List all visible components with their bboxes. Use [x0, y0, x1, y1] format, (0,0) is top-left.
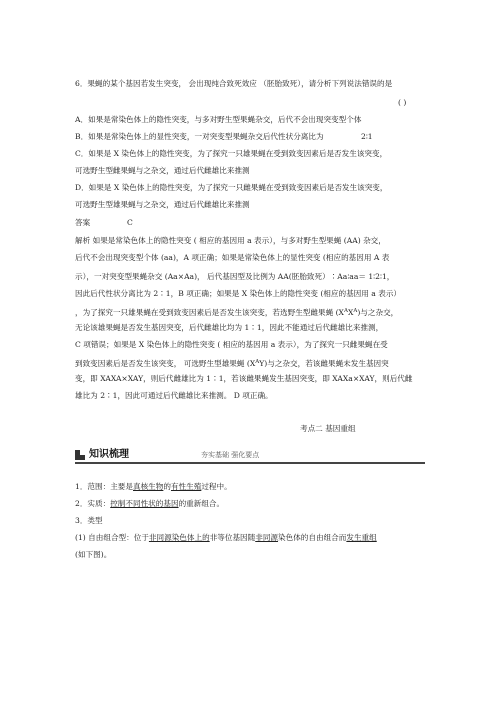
x-chromosome: X	[347, 308, 354, 317]
analysis-line-5-text: ，为了探究一只雄果蝇在受到致变因素后是否发生该突变，若选野生型雌果蝇 (X	[75, 308, 344, 317]
analysis-line-7: C 项错误；如果是 X 染色体上的隐性突变 ( 相应的基因用 a 表示），为了探究一只雌果蝇在受	[75, 340, 388, 349]
point-4-term-1: 非同源染色体上的	[148, 533, 210, 542]
analysis-line-6: 无论该雄果蝇是否发生基因突变，后代雌雄比均为 1∶1，因此不能通过后代雌雄比来推测，	[75, 323, 384, 332]
analysis-line-3: 示），一对突变型果蝇杂交 (Aa×Aa)， 后代基因型及比例为 AA(胚胎致死）∶Aa∶aa＝ 1∶2∶1，	[75, 272, 395, 281]
point-1-suffix: 过程中。	[201, 482, 232, 491]
option-c-line2: 可选野生型雌果蝇与之杂交，通过后代雌雄比来推测	[75, 166, 250, 175]
section-marker-icon	[75, 450, 85, 460]
header-rule	[75, 462, 425, 464]
option-b: B．如果是常染色体上的显性突变，一对突变型果蝇杂交后代性状分离比为	[75, 132, 324, 141]
section-title: 考点二 基因重组	[300, 424, 356, 433]
point-4-term-3: 发生重组	[346, 533, 377, 542]
point-1-term-2: 有性生殖	[170, 482, 202, 491]
knowledge-subtitle: 夯实基础 强化要点	[201, 451, 260, 459]
analysis-line-1: 解析 如果是常染色体上的隐性突变 ( 相应的基因用 a 表示），与多对野生型果蝇 (AA) 杂交，	[75, 236, 386, 245]
point-4-prefix: (1) 自由组合型：位于	[75, 533, 149, 542]
option-d-line2: 可选野生型雄果蝇与之杂交，通过后代雌雄比来推测	[75, 200, 250, 209]
knowledge-title: 知识梳理	[89, 449, 129, 460]
analysis-line-5	[75, 306, 398, 318]
point-2-prefix: 2．实质：	[75, 499, 111, 508]
analysis-line-8-text: 到致变因素后是否发生该突变， 可选野生型雄果蝇 (X	[75, 359, 256, 368]
allele-superscript: A	[255, 359, 260, 365]
analysis-line-2: 后代不会出现突变型个体 (aa)，A 项正确；如果是常染色体上的显性突变 (相应的基因用 A 表	[75, 253, 390, 262]
analysis-line-4: 因此后代性状分离比为 2∶1，B 项正确；如果是 X 染色体上的隐性突变 (相应的基因用 a 表示）	[75, 289, 402, 298]
point-3: 3．类型	[75, 516, 103, 525]
analysis-line-8-tail: Y)与之杂交，若该雌果蝇未发生基因突	[259, 359, 389, 368]
answer-label: 答案	[75, 218, 91, 227]
option-c-line1: C．如果是 X 染色体上的隐性突变，为了探究一只雄果蝇在受到致变因素后是否发生该突变，	[75, 149, 388, 158]
answer-value: C	[127, 218, 133, 227]
point-4	[75, 533, 377, 543]
point-2	[75, 499, 224, 509]
point-1-prefix: 1．范围：主要是	[75, 482, 133, 491]
option-d-line1: D．如果是 X 染色体上的隐性突变，为了探究一只雌果蝇在受到致变因素后是否发生该突变，	[75, 183, 388, 192]
allele-superscript: A	[353, 308, 358, 314]
point-2-suffix: 的重新组合。	[178, 499, 225, 508]
point-1-term-1: 真核生物	[133, 482, 164, 491]
point-4-mid-1: 非等位基因随	[209, 533, 256, 542]
point-4-term-2: 非同源	[255, 533, 279, 542]
option-a: A．如果是常染色体上的隐性突变，与多对野生型果蝇杂交，后代不会出现突变型个体	[75, 115, 362, 124]
knowledge-header	[75, 448, 425, 464]
allele-superscript: A	[343, 308, 348, 314]
point-2-term: 控制不同性状的基因	[110, 499, 179, 508]
question-paren: ( )	[398, 98, 407, 107]
analysis-line-9: 变，即 XAXA×XAY，则后代雌雄比为 1∶1，若该雌果蝇发生基因突变，即 XAXa×XAY，则后代雌	[75, 374, 413, 383]
point-4-mid-2: 染色体的自由组合而	[278, 533, 347, 542]
option-b-ratio: 2∶1	[361, 132, 373, 141]
point-1	[75, 482, 232, 492]
analysis-line-10: 雄比为 2∶1，因此可通过后代雌雄比来推测。 D 项正确。	[75, 391, 273, 400]
point-1-mid: 的	[163, 482, 171, 491]
point-5: (如下图)。	[75, 550, 112, 559]
analysis-line-5-tail: )与之杂交，	[357, 308, 399, 317]
analysis-line-8	[75, 357, 389, 369]
question-stem: 6．果蝇的某个基因若发生突变， 会出现纯合致死效应 （胚胎致死），请分析下列说法错误的是	[75, 79, 393, 88]
